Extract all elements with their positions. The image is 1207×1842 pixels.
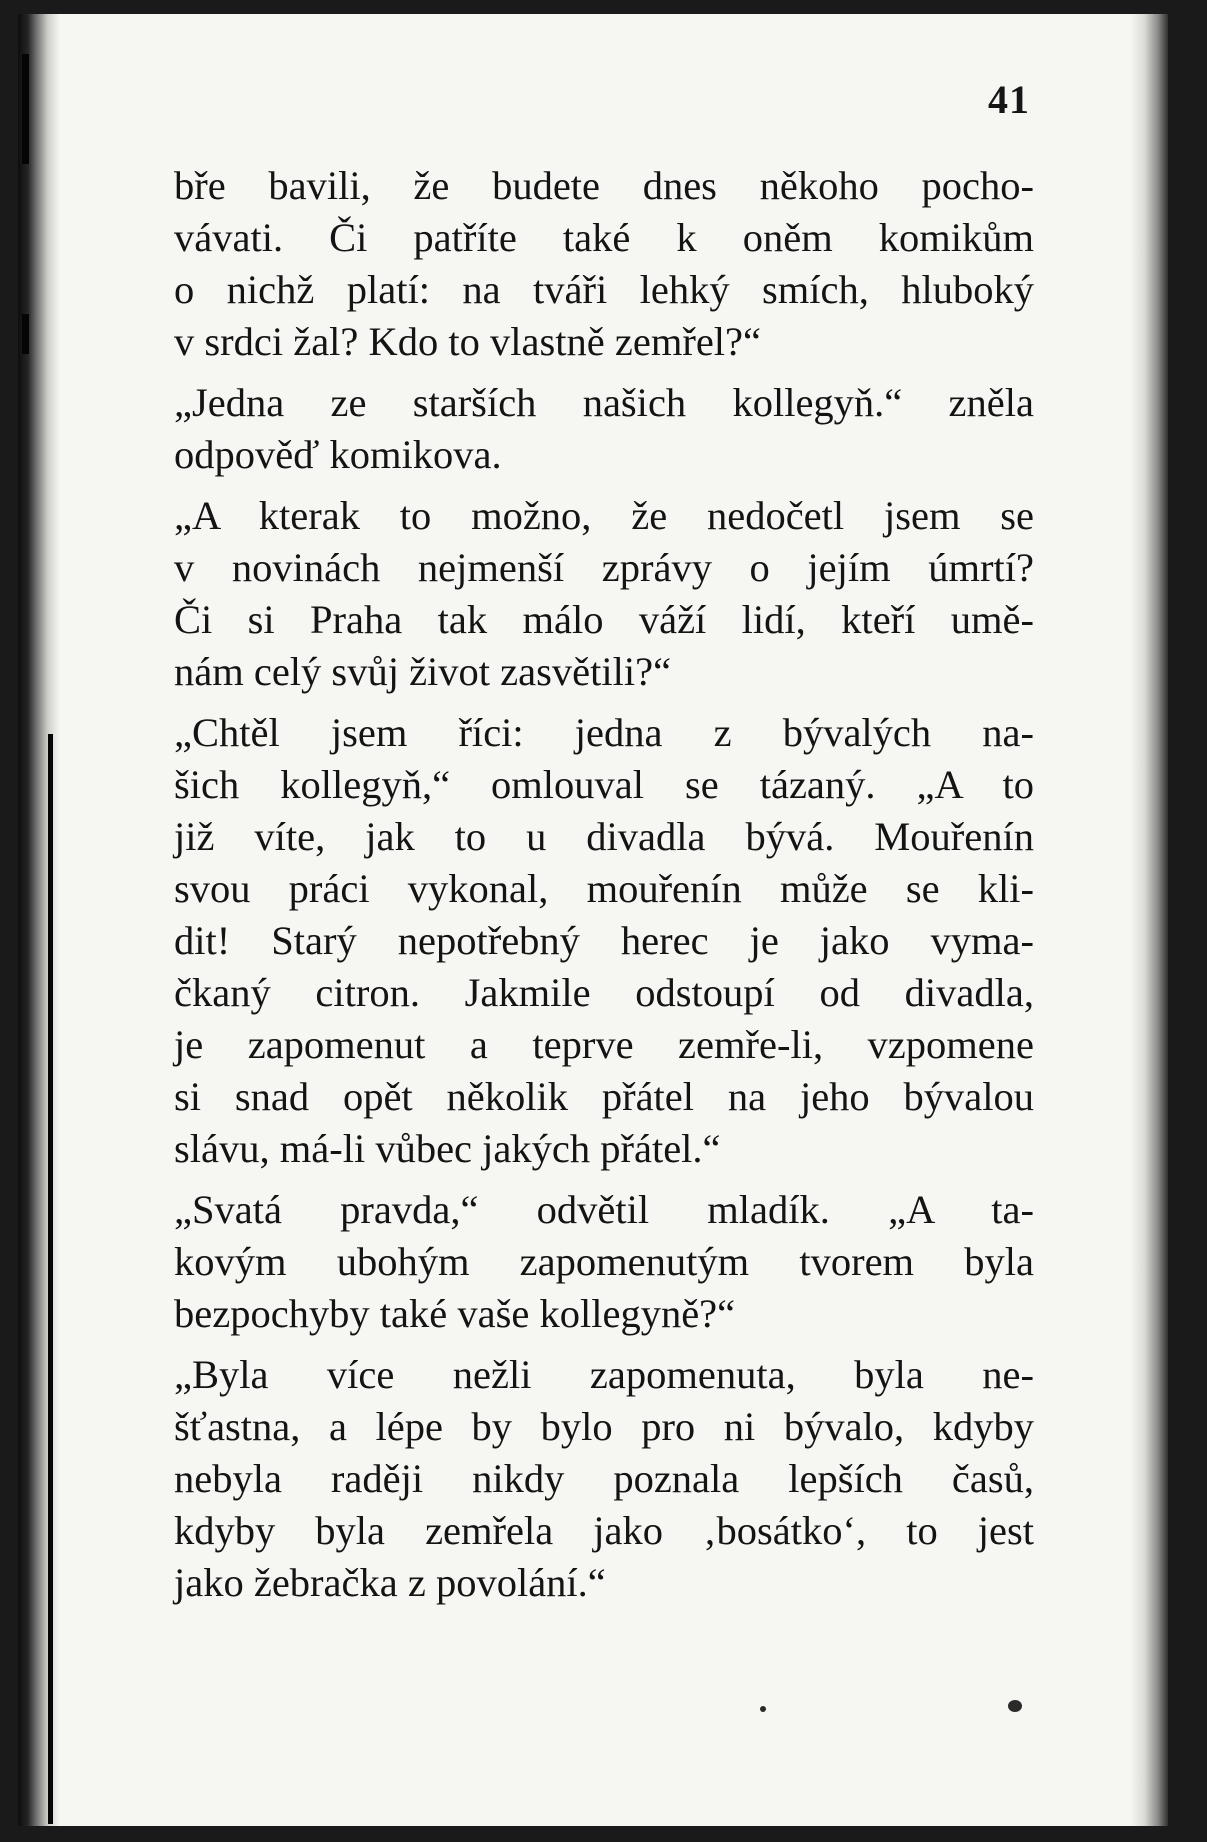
text-line: nebyla raději nikdy poznala lepších časů,	[174, 1456, 1034, 1501]
paragraph	[174, 377, 1034, 481]
text-line: slávu, má-li vůbec jakých přátel.“	[174, 1126, 721, 1171]
paragraph	[174, 707, 1034, 1175]
binding-mark	[22, 314, 29, 354]
print-speck	[1008, 1700, 1022, 1712]
text-line: kovým ubohým zapomenutým tvorem byla	[174, 1239, 1034, 1284]
text-line: „Svatá pravda,“ odvětil mladík. „A ta-	[174, 1187, 1034, 1232]
text-line: „Chtěl jsem říci: jedna z bývalých na-	[174, 710, 1034, 755]
book-page	[18, 14, 1168, 1826]
binding-mark	[48, 734, 53, 1824]
text-line: „Jedna ze starších našich kollegyň.“ zněla	[174, 380, 1034, 425]
page-right-edge-shadow	[1130, 14, 1168, 1826]
text-line: svou práci vykonal, mouřenín může se kli-	[174, 866, 1034, 911]
text-line: o nichž platí: na tváři lehký smích, hluboký	[174, 267, 1034, 312]
text-line: šťastna, a lépe by bylo pro ni bývalo, kdyby	[174, 1404, 1034, 1449]
page-binding-shadow	[18, 14, 60, 1826]
text-line: již víte, jak to u divadla bývá. Mouřenín	[174, 814, 1034, 859]
text-line: v novinách nejmenší zprávy o jejím úmrtí?	[174, 545, 1034, 590]
text-line: v srdci žal? Kdo to vlastně zemřel?“	[174, 319, 761, 364]
text-line: kdyby byla zemřela jako ‚bosátko‘, to jest	[174, 1508, 1034, 1553]
paragraph	[174, 1184, 1034, 1340]
text-line: si snad opět několik přátel na jeho bývalou	[174, 1074, 1034, 1119]
binding-mark	[22, 54, 29, 164]
text-line: jako žebračka z povolání.“	[174, 1560, 606, 1605]
text-line: je zapomenut a teprve zemře-li, vzpomene	[174, 1022, 1034, 1067]
page-number: 41	[988, 77, 1030, 122]
paragraph	[174, 1349, 1034, 1609]
paragraph	[174, 160, 1034, 368]
body-text	[174, 160, 1034, 1618]
text-line: Či si Praha tak málo váží lidí, kteří umě-	[174, 597, 1034, 642]
text-line: čkaný citron. Jakmile odstoupí od divadla,	[174, 970, 1034, 1015]
text-line: bezpochyby také vaše kollegyně?“	[174, 1291, 736, 1336]
text-line: vávati. Či patříte také k oněm komikům	[174, 215, 1034, 260]
text-line: „A kterak to možno, že nedočetl jsem se	[174, 493, 1034, 538]
text-line: šich kollegyň,“ omlouval se tázaný. „A to	[174, 762, 1034, 807]
print-speck	[760, 1706, 766, 1712]
text-line: „Byla více nežli zapomenuta, byla ne-	[174, 1352, 1034, 1397]
text-line: dit! Starý nepotřebný herec je jako vyma-	[174, 918, 1034, 963]
text-line: bře bavili, že budete dnes někoho pocho-	[174, 163, 1034, 208]
text-line: odpověď komikova.	[174, 432, 502, 477]
paragraph	[174, 490, 1034, 698]
text-line: nám celý svůj život zasvětili?“	[174, 649, 672, 694]
